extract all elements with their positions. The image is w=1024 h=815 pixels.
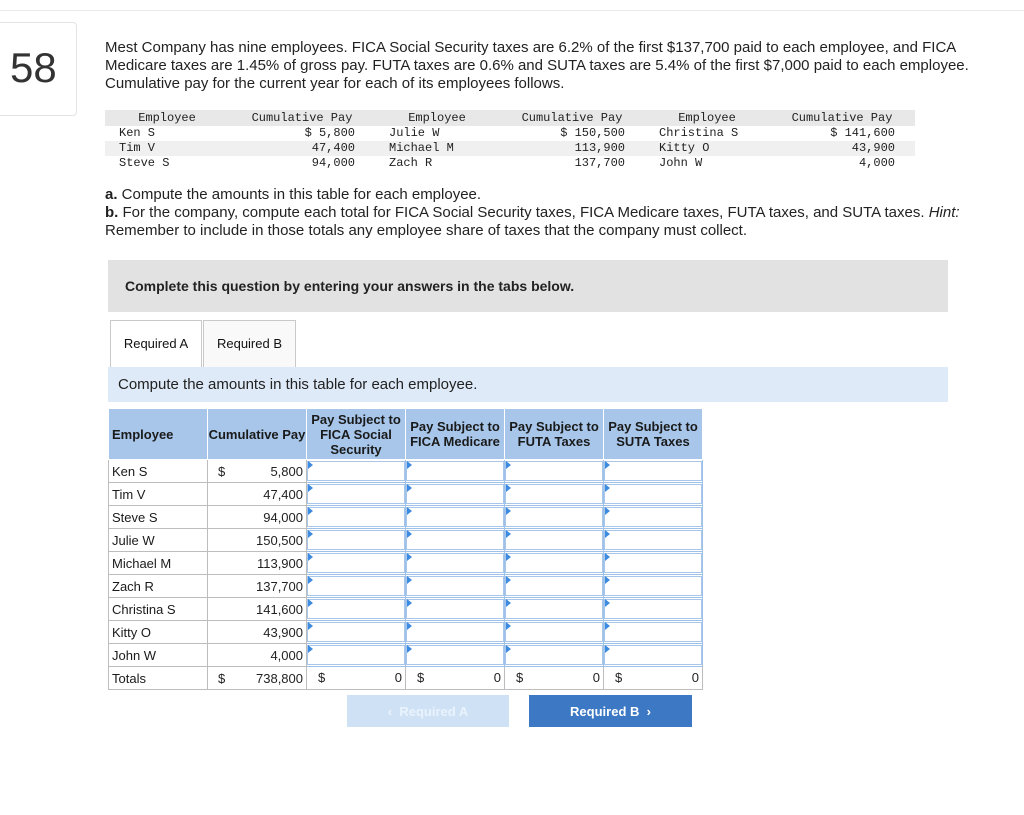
input-marker-icon	[407, 507, 412, 515]
currency-symbol: $	[417, 670, 425, 685]
row-employee-name: Ken S	[109, 460, 208, 483]
fica-ss-input[interactable]	[307, 599, 405, 619]
employee-pay-row	[105, 126, 915, 141]
suta-input[interactable]	[604, 622, 702, 642]
table-row	[109, 575, 703, 598]
header-employee-1: Employee	[105, 110, 229, 126]
fica-ss-input[interactable]	[307, 530, 405, 550]
problem-text: Mest Company has nine employees. FICA Social Security taxes are 6.2% of the first $137,700 paid to each employee, and FICA Medicare taxes are 1.45% of gross pay. FUTA taxes are 0.6% and SUTA taxes are 5.4% of the first $7,000 paid to each employee. Cumulative pay for the current year for each of its employees follows.	[105, 39, 969, 92]
chevron-left-icon: ‹	[387, 704, 400, 719]
fica-ss-input[interactable]	[307, 645, 405, 665]
table-row	[109, 506, 703, 529]
employee-pay: $ 150,500	[560, 126, 625, 140]
futa-input[interactable]	[505, 484, 603, 504]
cumulative-pay-value: 5,800	[233, 460, 306, 483]
instructions-banner	[108, 260, 948, 312]
input-marker-icon	[506, 461, 511, 469]
part-b-label: b.	[105, 204, 119, 221]
next-button-label: Required B	[570, 704, 640, 719]
futa-input[interactable]	[505, 530, 603, 550]
table-row	[109, 483, 703, 506]
col-header-fica-social-security: Pay Subject to FICA Social Security	[307, 409, 406, 460]
header-employee-3: Employee	[645, 110, 769, 126]
banner-text: Complete this question by entering your answers in the tabs below.	[125, 278, 575, 294]
next-button[interactable]	[529, 695, 692, 727]
table-row	[109, 552, 703, 575]
employee-pay-row	[105, 141, 915, 156]
input-marker-icon	[605, 576, 610, 584]
top-divider	[0, 10, 1024, 11]
suta-input[interactable]	[604, 507, 702, 527]
fica-ss-input[interactable]	[307, 622, 405, 642]
currency-symbol: $	[208, 667, 234, 690]
futa-input[interactable]	[505, 599, 603, 619]
input-marker-icon	[605, 553, 610, 561]
row-employee-name: Christina S	[109, 598, 208, 621]
total-suta: 0	[691, 670, 699, 685]
input-marker-icon	[308, 622, 313, 630]
fica-medicare-input[interactable]	[406, 461, 504, 481]
employee-pay-row	[105, 156, 915, 171]
tab-required-b[interactable]: Required B	[203, 320, 296, 367]
cumulative-pay-value: 141,600	[233, 598, 306, 621]
currency-blank	[208, 644, 234, 667]
col-header-fica-medicare: Pay Subject to FICA Medicare	[406, 409, 505, 460]
row-employee-name: Julie W	[109, 529, 208, 552]
input-marker-icon	[308, 507, 313, 515]
input-marker-icon	[605, 599, 610, 607]
fica-ss-input[interactable]	[307, 507, 405, 527]
employee-name: Kitty O	[645, 141, 769, 156]
suta-input[interactable]	[604, 530, 702, 550]
header-cumulative-pay-1: Cumulative Pay	[229, 110, 375, 126]
fica-medicare-input[interactable]	[406, 576, 504, 596]
col-header-employee: Employee	[109, 409, 208, 460]
input-marker-icon	[407, 484, 412, 492]
cumulative-pay-value: 43,900	[233, 621, 306, 644]
employee-name: Julie W	[389, 126, 440, 140]
table-row	[109, 460, 703, 483]
answer-table	[108, 408, 703, 690]
futa-input[interactable]	[505, 576, 603, 596]
input-marker-icon	[605, 484, 610, 492]
input-marker-icon	[605, 461, 610, 469]
input-marker-icon	[506, 507, 511, 515]
employee-name: Zach R	[389, 156, 433, 170]
fica-medicare-input[interactable]	[406, 622, 504, 642]
currency-blank	[208, 529, 234, 552]
employee-pay: 94,000	[311, 156, 355, 170]
fica-ss-input[interactable]	[307, 461, 405, 481]
futa-input[interactable]	[505, 645, 603, 665]
row-employee-name: John W	[109, 644, 208, 667]
futa-input[interactable]	[505, 553, 603, 573]
input-marker-icon	[308, 645, 313, 653]
input-marker-icon	[605, 645, 610, 653]
input-marker-icon	[407, 645, 412, 653]
input-marker-icon	[605, 507, 610, 515]
col-header-futa: Pay Subject to FUTA Taxes	[505, 409, 604, 460]
currency-blank	[208, 575, 234, 598]
prev-button-label: Required A	[399, 704, 469, 719]
input-marker-icon	[308, 553, 313, 561]
row-employee-name: Zach R	[109, 575, 208, 598]
row-employee-name: Tim V	[109, 483, 208, 506]
input-marker-icon	[605, 530, 610, 538]
currency-symbol: $	[208, 460, 234, 483]
input-marker-icon	[506, 645, 511, 653]
cumulative-pay-value: 94,000	[233, 506, 306, 529]
suta-input[interactable]	[604, 484, 702, 504]
input-marker-icon	[605, 622, 610, 630]
currency-blank	[208, 598, 234, 621]
input-marker-icon	[506, 576, 511, 584]
fica-medicare-input[interactable]	[406, 645, 504, 665]
total-fica-ss-cell	[307, 667, 406, 690]
part-b-text: For the company, compute each total for FICA Social Security taxes, FICA Medicare taxes, FUTA taxes, and SUTA taxes.	[118, 204, 929, 221]
suta-input[interactable]	[604, 576, 702, 596]
header-employee-2: Employee	[375, 110, 499, 126]
part-a-label: a.	[105, 186, 118, 203]
employee-name: Tim V	[105, 141, 229, 156]
cumulative-pay-value: 137,700	[233, 575, 306, 598]
currency-blank	[208, 506, 234, 529]
totals-row	[109, 667, 703, 690]
employee-name: Michael M	[375, 141, 499, 156]
total-fica-medicare: 0	[493, 670, 501, 685]
suta-input[interactable]	[604, 645, 702, 665]
fica-medicare-input[interactable]	[406, 507, 504, 527]
employee-name: John W	[659, 156, 703, 170]
input-marker-icon	[506, 530, 511, 538]
employee-pay: 43,900	[769, 141, 915, 156]
input-marker-icon	[407, 576, 412, 584]
tab-instruction	[108, 367, 948, 402]
total-futa-cell	[505, 667, 604, 690]
input-marker-icon	[506, 622, 511, 630]
employee-name: Steve S	[119, 156, 170, 170]
tab-required-a[interactable]: Required A	[110, 320, 202, 367]
suta-input[interactable]	[604, 599, 702, 619]
input-marker-icon	[308, 484, 313, 492]
input-marker-icon	[407, 461, 412, 469]
employee-pay: $ 141,600	[830, 126, 895, 140]
part-b	[105, 204, 995, 240]
input-marker-icon	[308, 576, 313, 584]
currency-symbol: $	[516, 670, 524, 685]
part-a	[105, 186, 995, 204]
input-marker-icon	[506, 553, 511, 561]
cumulative-pay-value: 113,900	[233, 552, 306, 575]
employee-pay: $ 5,800	[304, 126, 355, 140]
currency-blank	[208, 621, 234, 644]
tab-instruction-text: Compute the amounts in this table for each employee.	[118, 376, 478, 393]
question-parts	[105, 186, 995, 240]
table-row	[109, 644, 703, 667]
fica-medicare-input[interactable]	[406, 530, 504, 550]
total-suta-cell	[604, 667, 703, 690]
part-a-text: Compute the amounts in this table for each employee.	[117, 186, 482, 203]
prev-button[interactable]	[347, 695, 509, 727]
header-cumulative-pay-2: Cumulative Pay	[499, 110, 645, 126]
fica-ss-input[interactable]	[307, 553, 405, 573]
chevron-right-icon: ›	[639, 704, 651, 719]
totals-label: Totals	[109, 667, 208, 690]
input-marker-icon	[407, 599, 412, 607]
input-marker-icon	[308, 461, 313, 469]
input-marker-icon	[506, 599, 511, 607]
col-header-suta: Pay Subject to SUTA Taxes	[604, 409, 703, 460]
employee-pay: 113,900	[499, 141, 645, 156]
input-marker-icon	[506, 484, 511, 492]
col-header-cumulative-pay: Cumulative Pay	[208, 409, 307, 460]
currency-blank	[208, 552, 234, 575]
answer-header-row	[109, 409, 703, 460]
cumulative-pay-value: 4,000	[233, 644, 306, 667]
input-marker-icon	[407, 530, 412, 538]
employee-name: Christina S	[659, 126, 739, 140]
futa-input[interactable]	[505, 507, 603, 527]
table-row	[109, 598, 703, 621]
row-employee-name: Kitty O	[109, 621, 208, 644]
total-fica-ss: 0	[394, 670, 402, 685]
input-marker-icon	[308, 530, 313, 538]
header-cumulative-pay-3: Cumulative Pay	[769, 110, 915, 126]
fica-medicare-input[interactable]	[406, 553, 504, 573]
currency-symbol: $	[318, 670, 326, 685]
total-cumulative-pay: 738,800	[233, 667, 306, 690]
employee-pay: 47,400	[229, 141, 375, 156]
fica-medicare-input[interactable]	[406, 599, 504, 619]
part-b-text-2: Remember to include in those totals any employee share of taxes that the company must collect.	[105, 222, 747, 239]
cumulative-pay-value: 150,500	[233, 529, 306, 552]
suta-input[interactable]	[604, 461, 702, 481]
suta-input[interactable]	[604, 553, 702, 573]
total-futa: 0	[592, 670, 600, 685]
table-row	[109, 529, 703, 552]
cumulative-pay-value: 47,400	[233, 483, 306, 506]
input-marker-icon	[308, 599, 313, 607]
futa-input[interactable]	[505, 461, 603, 481]
fica-ss-input[interactable]	[307, 576, 405, 596]
row-employee-name: Michael M	[109, 552, 208, 575]
row-employee-name: Steve S	[109, 506, 208, 529]
employee-pay-header	[105, 110, 915, 126]
input-marker-icon	[407, 553, 412, 561]
employee-pay: 137,700	[574, 156, 625, 170]
futa-input[interactable]	[505, 622, 603, 642]
currency-symbol: $	[615, 670, 623, 685]
fica-medicare-input[interactable]	[406, 484, 504, 504]
part-b-hint: Hint:	[928, 204, 960, 221]
fica-ss-input[interactable]	[307, 484, 405, 504]
table-row	[109, 621, 703, 644]
employee-pay-table	[105, 110, 915, 171]
question-number: 58	[10, 44, 57, 91]
employee-name: Ken S	[119, 126, 156, 140]
input-marker-icon	[407, 622, 412, 630]
total-fica-medicare-cell	[406, 667, 505, 690]
currency-blank	[208, 483, 234, 506]
employee-pay: 4,000	[858, 156, 895, 170]
